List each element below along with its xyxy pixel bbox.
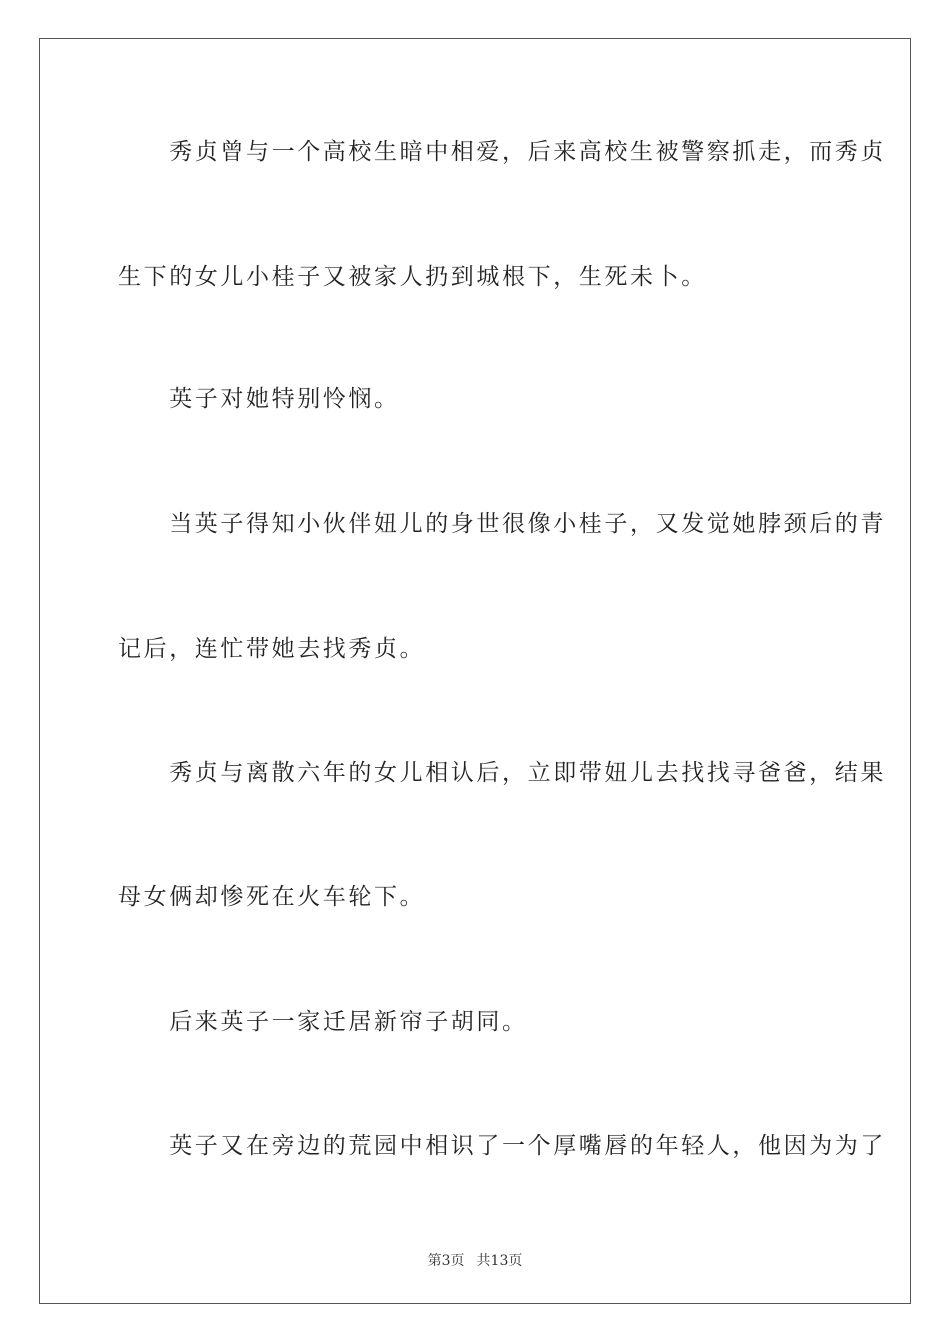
text-line-1: 秀贞曾与一个高校生暗中相爱，后来高校生被警察抓走，而秀贞	[118, 139, 886, 165]
page-border	[39, 38, 911, 1304]
page-total: 共13页	[476, 1253, 523, 1269]
text-line-4: 当英子得知小伙伴妞儿的身世很像小桂子，又发觉她脖颈后的青	[118, 511, 886, 537]
page-number: 第3页	[427, 1253, 465, 1269]
text-line-9: 英子又在旁边的荒园中相识了一个厚嘴唇的年轻人，他因为为了	[118, 1133, 886, 1159]
text-line-2: 生下的女儿小桂子又被家人扔到城根下，生死未卜。	[118, 264, 707, 290]
text-line-7: 母女俩却惨死在火车轮下。	[118, 884, 426, 910]
text-line-5: 记后，连忙带她去找秀贞。	[118, 636, 426, 662]
page-footer	[0, 1250, 950, 1270]
text-line-8: 后来英子一家迁居新帘子胡同。	[118, 1009, 528, 1035]
text-line-3: 英子对她特别怜悯。	[118, 386, 400, 412]
text-line-6: 秀贞与离散六年的女儿相认后，立即带妞儿去找找寻爸爸，结果	[118, 760, 886, 786]
